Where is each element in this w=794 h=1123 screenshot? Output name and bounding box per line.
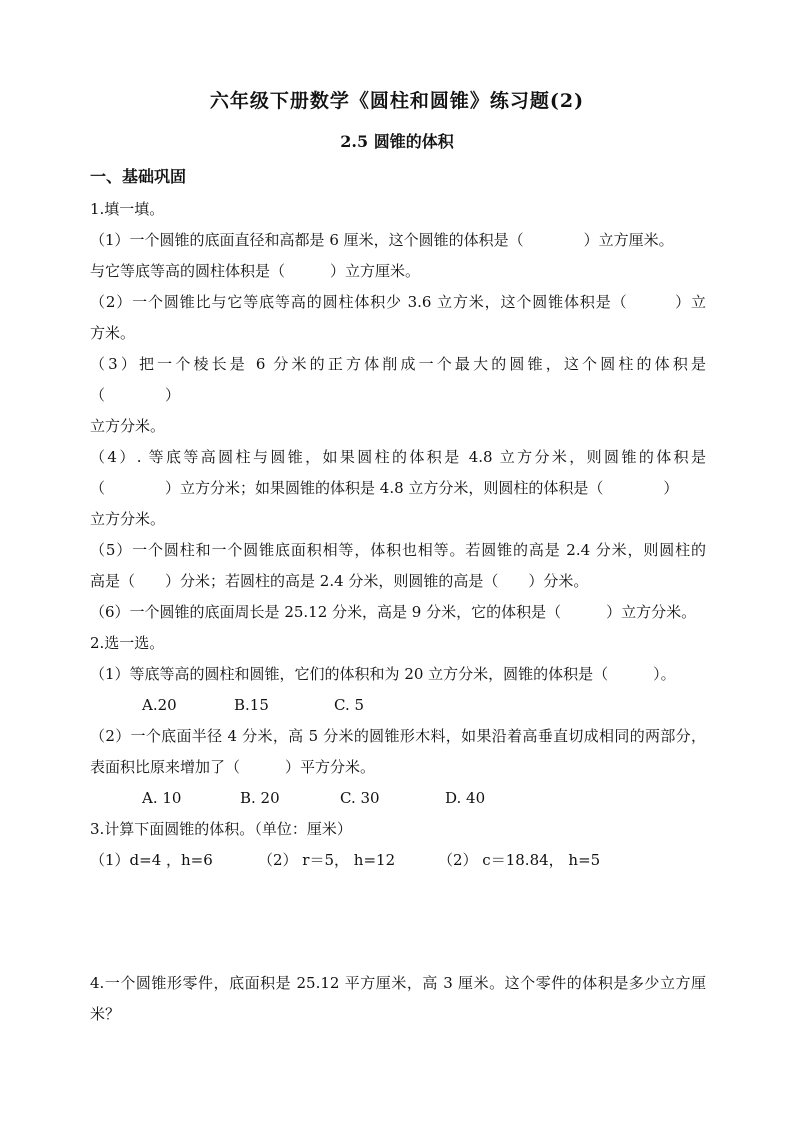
option-d: D. 40 — [445, 789, 486, 807]
option-a: A.20 — [142, 696, 177, 714]
q1-line-6: （ ） — [90, 386, 181, 404]
q3-heading: 3.计算下面圆锥的体积。（单位：厘米） — [90, 820, 352, 838]
q1-line-11: （5）一个圆柱和一个圆锥底面积相等，体积也相等。若圆锥的高是 2.4 分米，则圆柱的 — [90, 541, 706, 559]
q2-line-1: （1）等底等高的圆柱和圆锥，它们的体积和为 20 立方分米，圆锥的体积是（ ）。 — [90, 665, 676, 683]
q1-line-3: （2）一个圆锥比与它等底等高的圆柱体积少 3.6 立方米，这个圆锥体积是（ ）立 — [90, 293, 706, 311]
q1-line-13: （6）一个圆锥的底面周长是 25.12 分米，高是 9 分米，它的体积是（ ）立方分米。 — [90, 603, 697, 621]
q1-line-4: 方米。 — [90, 324, 136, 342]
q1-line-8: （4）. 等底等高圆柱与圆锥，如果圆柱的体积是 4.8 立方分米，则圆锥的体积是 — [90, 448, 706, 466]
q1-line-9: （ ）立方分米；如果圆锥的体积是 4.8 立方分米，则圆柱的体积是（ ） — [90, 479, 679, 497]
q2-options-2 — [142, 783, 706, 814]
q1-line-12: 高是（ ）分米；若圆柱的高是 2.4 分米，则圆锥的高是（ ）分米。 — [90, 572, 589, 590]
lesson-subtitle: 2.5 圆锥的体积 — [340, 132, 454, 151]
q2-options-1 — [142, 690, 706, 721]
option-b: B. 20 — [240, 789, 280, 807]
q2-heading: 2.选一选。 — [90, 634, 165, 652]
page-title: 六年级下册数学《圆柱和圆锥》练习题(2) — [209, 90, 585, 112]
q1-heading: 1.填一填。 — [90, 200, 165, 218]
q3-item-1: （1）d=4 ，h=6 — [90, 851, 213, 869]
q1-line-10: 立方分米。 — [90, 510, 166, 528]
q1-line-1: （1）一个圆锥的底面直径和高都是 6 厘米，这个圆锥的体积是（ ）立方厘米。 — [90, 231, 674, 249]
q3-item-3: （2） c＝18.84， h=5 — [438, 851, 601, 869]
q1-line-2: 与它等底等高的圆柱体积是（ ）立方厘米。 — [90, 262, 421, 280]
q4-line-1: 4.一个圆锥形零件，底面积是 25.12 平方厘米，高 3 厘米。这个零件的体积是多少立方厘 — [90, 974, 706, 992]
option-b: B.15 — [234, 696, 269, 714]
worksheet-content — [90, 194, 706, 1030]
q4-line-2: 米？ — [90, 1005, 121, 1023]
option-a: A. 10 — [142, 789, 182, 807]
option-c: C. 5 — [334, 696, 365, 714]
q2-line-3: 表面积比原来增加了（ ）平方分米。 — [90, 758, 376, 776]
q3-items — [90, 845, 706, 876]
section-heading: 一、基础巩固 — [90, 167, 187, 186]
q1-line-7: 立方分米。 — [90, 417, 166, 435]
q3-item-2: （2） r＝5， h=12 — [258, 851, 396, 869]
q2-line-2: （2）一个底面半径 4 分米，高 5 分米的圆锥形木料，如果沿着高垂直切成相同的两部分， — [90, 727, 706, 745]
answer-space — [90, 876, 706, 968]
q1-line-5: （3）把一个棱长是 6 分米的正方体削成一个最大的圆锥，这个圆柱的体积是 — [90, 355, 706, 373]
option-c: C. 30 — [340, 789, 380, 807]
